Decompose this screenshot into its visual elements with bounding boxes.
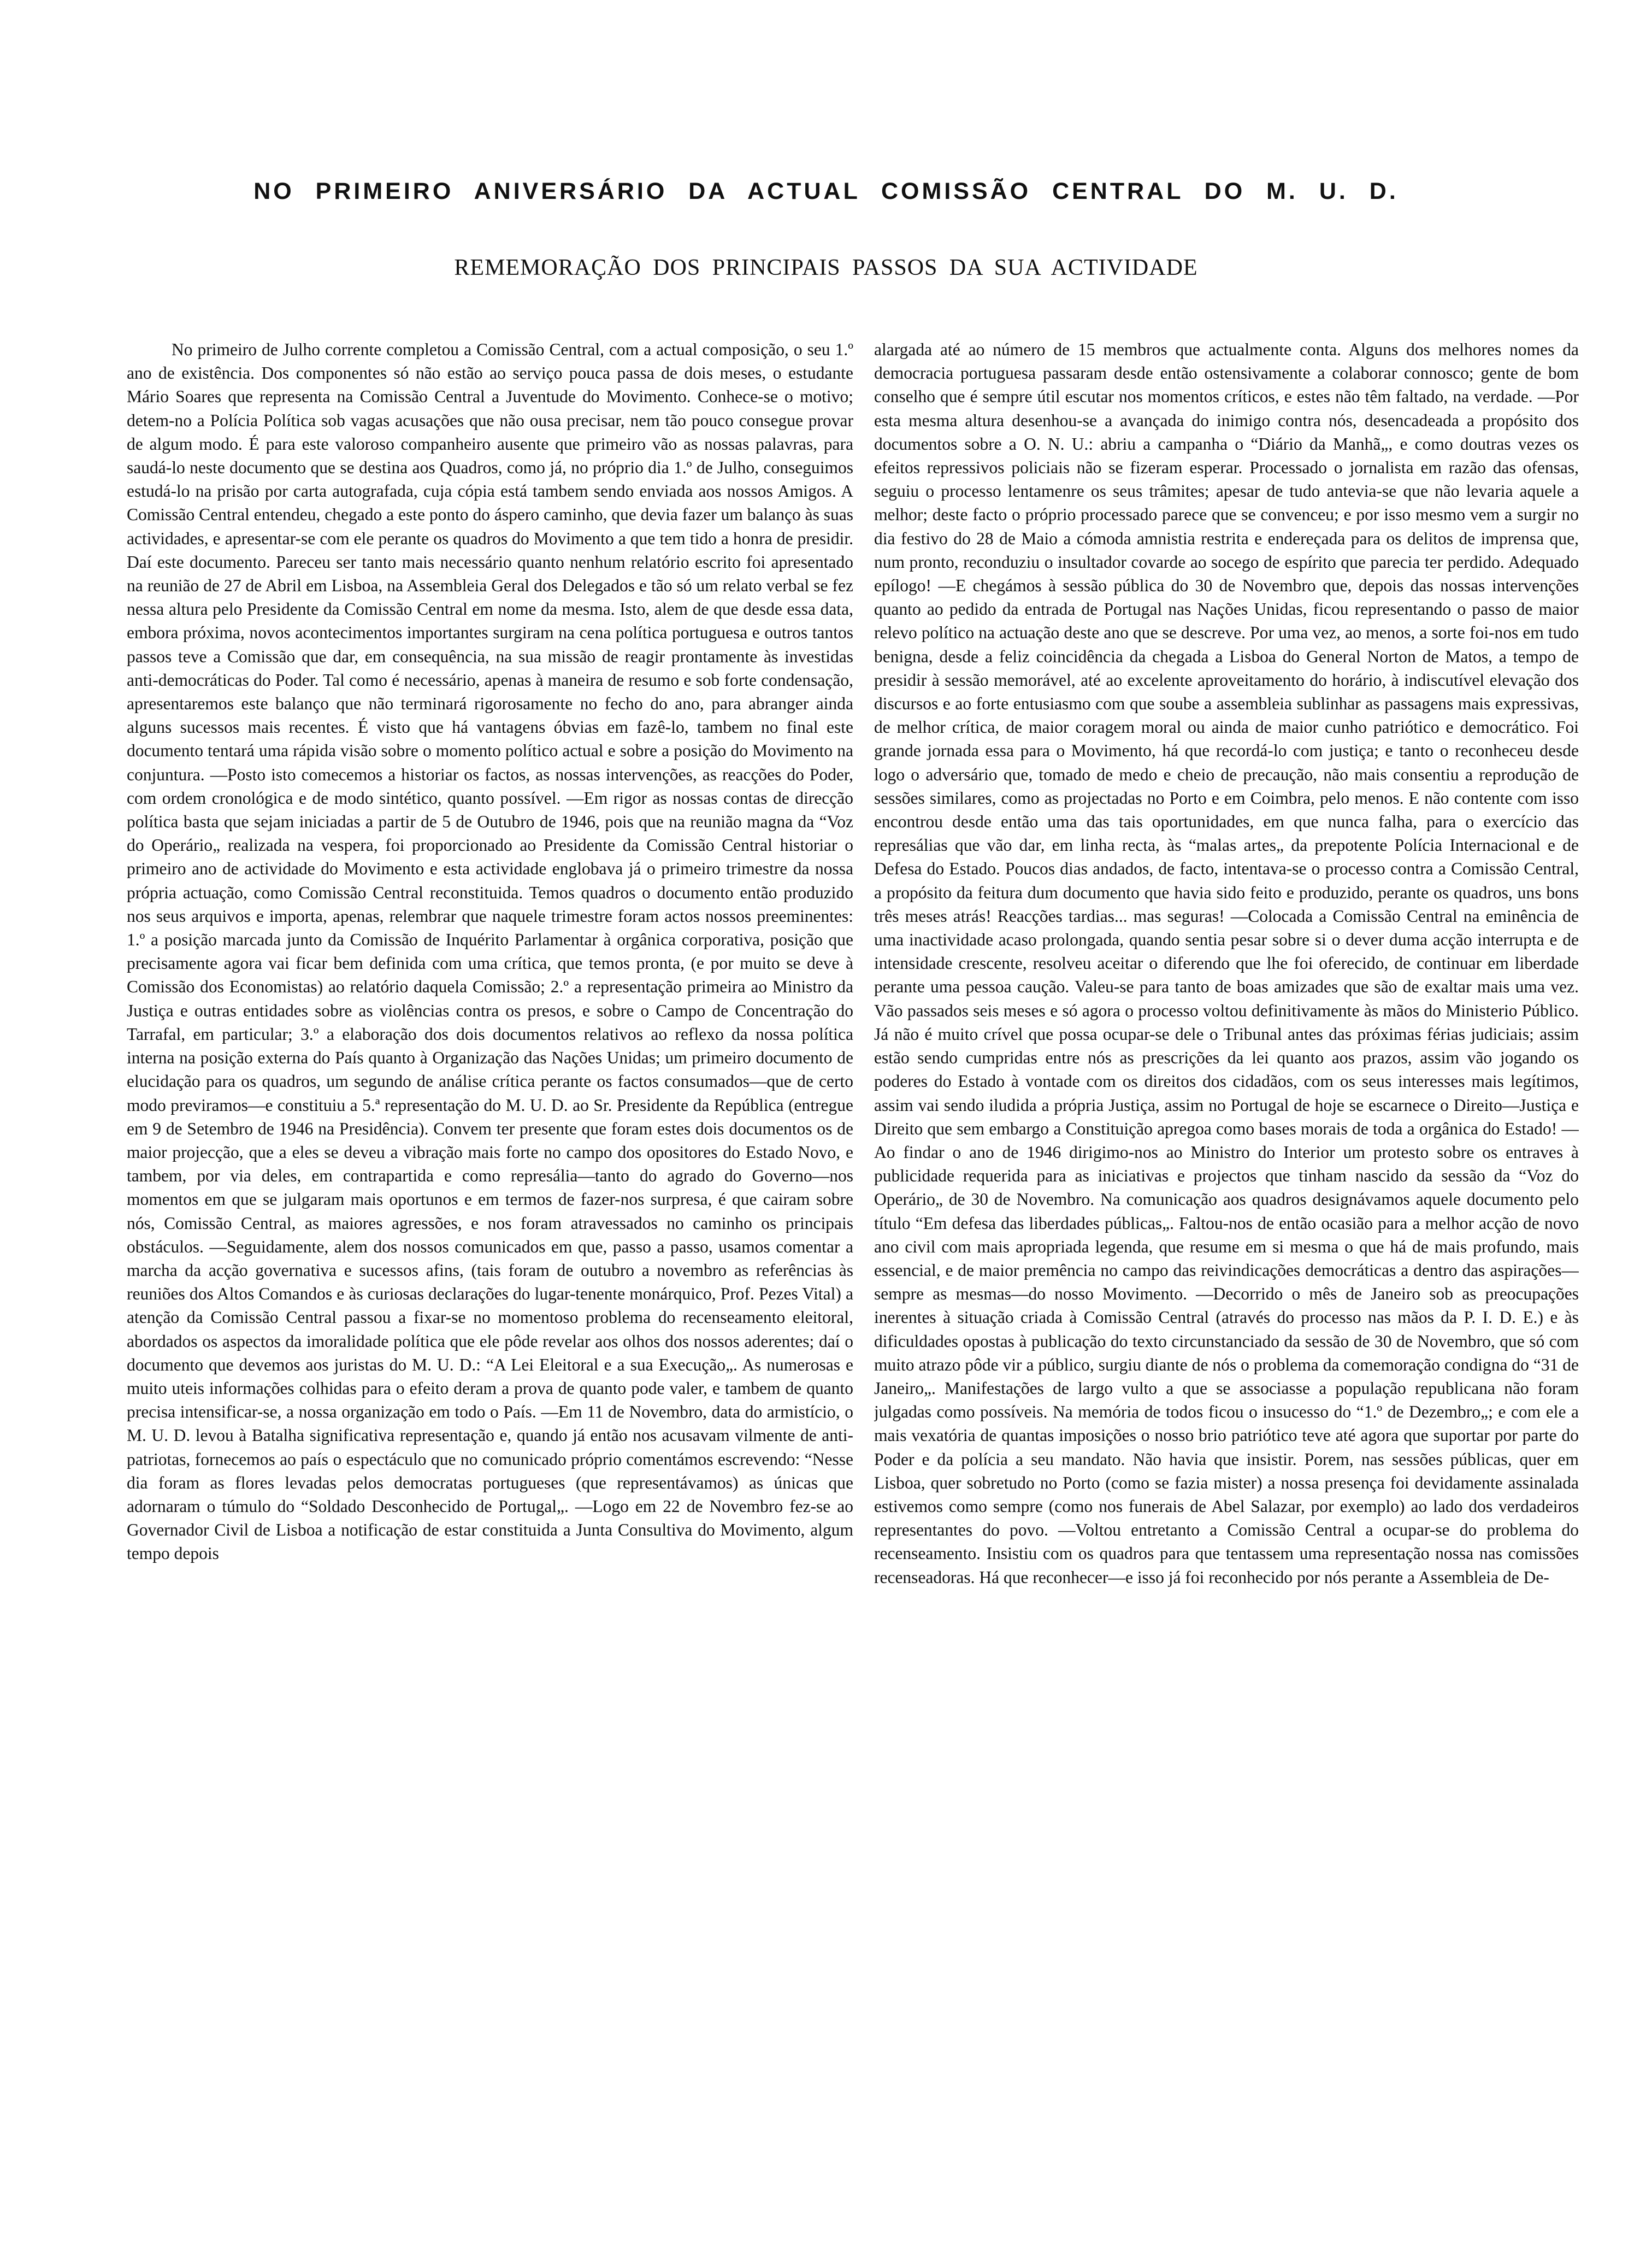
text-column-right — [874, 338, 1579, 2217]
body-paragraph-right: alargada até ao número de 15 membros que actualmente conta. Alguns dos melhores nomes da democracia portuguesa passaram desde então ostensivamente a colaborar connosco; gente de bom conselho que é sempre útil escutar nos momentos críticos, e estes não têm faltado, na verdade. —Por esta mesma altura desenhou-se a avançada do inimigo contra nós, desencadeada a propósito dos documentos sobre a O. N. U.: abriu a campanha o “Diário da Manhã„, e como doutras vezes os efeitos repressivos policiais não se fizeram esperar. Processado o jornalista em razão das ofensas, seguiu o processo lentamenre os seus trâmites; apesar de tudo antevia-se que não levaria aquele a melhor; deste facto o próprio processado parece que se convenceu; e por isso mesmo vem a surgir no dia festivo do 28 de Maio a cómoda amnistia restrita e endereçada para os delitos de imprensa que, num pronto, reconduziu o insultador covarde ao socego de espírito que parecia ter perdido. Adequado epílogo! —E chegámos à sessão pública do 30 de Novembro que, depois das nossas intervenções quanto ao pedido da entrada de Portugal nas Nações Unidas, ficou representando o passo de maior relevo político na actuação deste ano que se descreve. Por uma vez, ao menos, a sorte foi-nos em tudo benigna, desde a feliz coincidência da chegada a Lisboa do General Norton de Matos, a tempo de presidir à sessão memorável, até ao excelente aproveitamento do horário, à indiscutível elevação dos discursos e ao forte entusiasmo com que soube a assembleia sublinhar as passagens mais expressivas, de melhor crítica, de maior coragem moral ou ainda de maior cunho patriótico e democrático. Foi grande jornada essa para o Movimento, há que recordá-lo com justiça; e tanto o reconheceu desde logo o adversário que, tomado de medo e cheio de precaução, não mais consentiu a reprodução de sessões similares, como as projectadas no Porto e em Coimbra, pelo menos. E não contente com isso encontrou desde então uma das tais oportunidades, em que nunca falha, para o exercício das represálias que vão dar, em linha recta, às “malas artes„ da prepotente Polícia Internacional e de Defesa do Estado. Poucos dias andados, de facto, intentava-se o processo contra a Comissão Central, a propósito da feitura dum documento que havia sido feito e produzido, perante os quadros, uns bons três meses atrás! Reacções tardias... mas seguras! —Colocada a Comissão Central na eminência de uma inactividade acaso prolongada, quando sentia pesar sobre si o dever duma acção interrupta e de intensidade crescente, resolveu aceitar o diferendo que lhe foi oferecido, de continuar em liberdade perante uma pessoa caução. Valeu-se para tanto de boas amizades que são de exaltar mais uma vez. Vão passados seis meses e só agora o processo voltou definitivamente às mãos do Ministerio Público. Já não é muito crível que possa ocupar-se dele o Tribunal antes das próximas férias judiciais; assim estão sendo cumpridas entre nós as prescrições da lei quanto aos prazos, assim vão jogando os poderes do Estado à vontade com os direitos dos cidadãos, com os seus interesses mais legítimos, assim vai sendo iludida a própria Justiça, assim no Portugal de hoje se escarnece o Direito—Justiça e Direito que sem embargo a Constituição apregoa como bases morais de toda a orgânica do Estado! —Ao findar o ano de 1946 dirigimo-nos ao Ministro do Interior um protesto sobre os entraves à publicidade requerida para as iniciativas e projectos que tinham nascido da sessão da “Voz do Operário„ de 30 de Novembro. Na comunicação aos quadros designávamos aquele documento pelo título “Em defesa das liberdades públicas„. Faltou-nos de então ocasião para a melhor acção de novo ano civil com mais apropriada legenda, que resume em si mesma o que há de mais profundo, mais essencial, e de maior premência no campo das reivindicações democráticas a dentro das aspirações—sempre as mesmas—do nosso Movimento. —Decorrido o mês de Janeiro sob as preocupações inerentes à situação criada à Comissão Central (através do processo nas mãos da P. I. D. E.) e às dificuldades opostas à publicação do texto circunstanciado da sessão de 30 de Novembro, que só com muito atrazo pôde vir a público, surgiu diante de nós o problema da comemoração condigna do “31 de Janeiro„. Manifestações de largo vulto a que se associasse a população republicana não foram julgadas como possíveis. Na memória de todos ficou o insucesso do “1.º de Dezembro„; e com ele a mais vexatória de quantas imposições o nosso brio patriótico teve até agora que suportar por parte do Poder e da polícia a seu mandato. Não havia que insistir. Porem, nas sessões públicas, quer em Lisboa, quer sobretudo no Porto (como se fazia mister) a nossa presença foi devidamente assinalada estivemos como sempre (como nos funerais de Abel Salazar, por exemplo) ao lado dos verdadeiros representantes do povo. —Voltou entretanto a Comissão Central a ocupar-se do problema do recenseamento. Insistiu com os quadros para que tentassem uma representação nossa nas comissões recenseadoras. Há que reconhecer—e isso já foi reconhecido por nós perante a Assembleia de De- — [874, 340, 1579, 1587]
body-paragraph-left: No primeiro de Julho corrente completou a Comissão Central, com a actual composição, o seu 1.º ano de existência. Dos componentes só não estão ao serviço pouca passa de dois meses, o estudante Mário Soares que representa na Comissão Central a Juventude do Movimento. Conhece-se o motivo; detem-no a Polícia Política sob vagas acusações que não ousa precisar, nem tão pouco consegue provar de algum modo. É para este valoroso companheiro ausente que primeiro vão as nossas palavras, para saudá-lo neste documento que se destina aos Quadros, como já, no próprio dia 1.º de Julho, conseguimos estudá-lo na prisão por carta autografada, cuja cópia está tambem sendo enviada aos nossos Amigos. A Comissão Central entendeu, chegado a este ponto do áspero caminho, que devia fazer um balanço às suas actividades, e apresentar-se com ele perante os quadros do Movimento a que tem tido a honra de presidir. Daí este documento. Pareceu ser tanto mais necessário quanto nenhum relatório escrito foi apresentado na reunião de 27 de Abril em Lisboa, na Assembleia Geral dos Delegados e tão só um relato verbal se fez nessa altura pelo Presidente da Comissão Central em nome da mesma. Isto, alem de que desde essa data, embora próxima, novos acontecimentos importantes surgiram na cena política portuguesa e outros tantos passos teve a Comissão que dar, em consequência, na sua missão de reagir prontamente às investidas anti-democráticas do Poder. Tal como é necessário, apenas à maneira de resumo e sob forte condensação, apresentaremos este balanço que não terminará rigorosamente no fecho do ano, para abranger ainda alguns sucessos mais recentes. É visto que há vantagens óbvias em fazê-lo, tambem no final este documento tentará uma rápida visão sobre o momento político actual e sobre a posição do Movimento na conjuntura. —Posto isto comecemos a historiar os factos, as nossas intervenções, as reacções do Poder, com ordem cronológica e de modo sintético, quanto possível. —Em rigor as nossas contas de direcção política basta que sejam iniciadas a partir de 5 de Outubro de 1946, pois que na reunião magna da “Voz do Operário„ realizada na vespera, foi proporcionado ao Presidente da Comissão Central historiar o primeiro ano de actividade do Movimento e esta actividade englobava já o primeiro trimestre da nossa própria actuação, como Comissão Central reconstituida. Temos quadros o documento então produzido nos seus arquivos e importa, apenas, relembrar que naquele trimestre foram actos nossos preeminentes: 1.º a posição marcada junto da Comissão de Inquérito Parlamentar à orgânica corporativa, posição que precisamente agora vai ficar bem definida com uma crítica, que temos pronta, (e por muito se deve à Comissão dos Economistas) ao relatório daquela Comissão; 2.º a representação primeira ao Ministro da Justiça e outras entidades sobre as violências contra os presos, e sobre o Campo de Concentração do Tarrafal, em particular; 3.º a elaboração dos dois documentos relativos ao reflexo da nossa política interna na posição externa do País quanto à Organização das Nações Unidas; um primeiro documento de elucidação para os quadros, um segundo de análise crítica perante os factos consumados—que de certo modo previramos—e constituiu a 5.ª representação do M. U. D. ao Sr. Presidente da República (entregue em 9 de Setembro de 1946 na Presidência). Convem ter presente que foram estes dois documentos os de maior projecção, que a eles se deveu a vibração mais forte no campo dos opositores do Estado Novo, e tambem, por via deles, em contrapartida e como represália—tanto do agrado do Governo—nos momentos em que se julgaram mais oportunos e em termos de fazer-nos surpresa, é que cairam sobre nós, Comissão Central, as maiores agressões, e nos foram atravessados no caminho os principais obstáculos. —Seguidamente, alem dos nossos comunicados em que, passo a passo, usamos comentar a marcha da acção governativa e sucessos afins, (tais foram de outubro a novembro as referências às reuniões dos Altos Comandos e às curiosas declarações do lugar-tenente monárquico, Prof. Pezes Vital) a atenção da Comissão Central passou a fixar-se no momentoso problema do recenseamento eleitoral, abordados os aspectos da imoralidade política que ele pôde revelar aos olhos dos nossos aderentes; daí o documento que devemos aos juristas do M. U. D.: “A Lei Eleitoral e a sua Execução„. As numerosas e muito uteis informações colhidas para o efeito deram a prova de quanto pode valer, e tambem de quanto precisa intensificar-se, a nossa organização em todo o País. —Em 11 de Novembro, data do armistício, o M. U. D. levou à Batalha significativa representação e, quando já então nos acusavam vilmente de anti-patriotas, fornecemos ao país o espectáculo que no comunicado próprio comentámos escrevendo: “Nesse dia foram as flores levadas pelos democratas portugueses (que representávamos) as únicas que adornaram o túmulo do “Soldado Desconhecido de Portugal„. —Logo em 22 de Novembro fez-se ao Governador Civil de Lisboa a notificação de estar constituida a Junta Consultiva do Movimento, algum tempo depois — [127, 340, 853, 1563]
text-column-left — [127, 338, 853, 2217]
page-headline: NO PRIMEIRO ANIVERSÁRIO DA ACTUAL COMISSÃO CENTRAL DO M. U. D. — [253, 178, 1399, 204]
page-subheadline: REMEMORAÇÃO DOS PRINCIPAIS PASSOS DA SUA ACTIVIDADE — [454, 255, 1198, 280]
